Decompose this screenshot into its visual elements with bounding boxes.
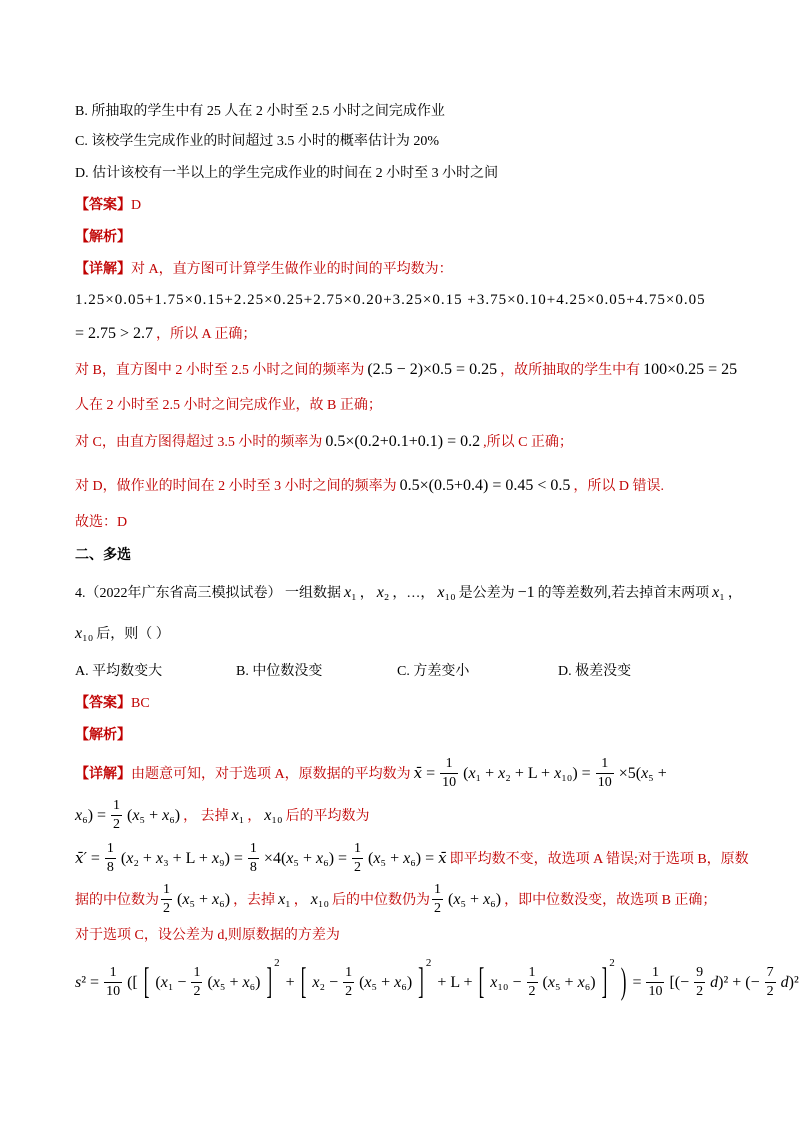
numerator: 9 bbox=[694, 966, 705, 983]
formula: 100×0.25 = 25 bbox=[643, 361, 738, 378]
detail-text: ， 去掉 bbox=[183, 809, 229, 824]
fraction bbox=[432, 883, 443, 916]
formula: (x₁ + x₂ + L + x₁₀) = bbox=[463, 765, 591, 782]
fraction bbox=[596, 757, 614, 790]
formula: x̄ = bbox=[413, 764, 436, 782]
formula: x₁₀ bbox=[75, 625, 94, 642]
detail-label: 【详解】 bbox=[75, 262, 131, 277]
formula: x₆) = bbox=[75, 807, 107, 824]
q4-option-c: C. 方差变小 bbox=[397, 664, 470, 679]
detail-text: 对 D，做作业的时间在 2 小时至 3 小时之间的频率为 bbox=[75, 479, 397, 494]
fraction bbox=[527, 966, 538, 999]
formula: (x₅ + x₆) bbox=[542, 974, 596, 991]
formula: s² = bbox=[75, 974, 100, 991]
numerator: 1 bbox=[432, 883, 443, 900]
prev-option-c: C. 该校学生完成作业的时间超过 3.5 小时的概率估计为 20% bbox=[75, 134, 439, 149]
exponent: 2 bbox=[274, 956, 280, 969]
formula: x₁ bbox=[278, 891, 291, 908]
denominator: 2 bbox=[113, 816, 121, 832]
numerator: 1 bbox=[352, 842, 363, 859]
formula: [(− bbox=[669, 974, 690, 991]
formula: (x₁ − bbox=[155, 974, 187, 991]
formula: + L + bbox=[437, 974, 473, 991]
numerator: 1 bbox=[343, 966, 354, 983]
numerator: 1 bbox=[248, 842, 259, 859]
prev-option-b: B. 所抽取的学生中有 25 人在 2 小时至 2.5 小时之间完成作业 bbox=[75, 104, 445, 119]
stem-text: 后，则（ ） bbox=[96, 627, 170, 642]
formula: x₁₀ − bbox=[490, 974, 522, 991]
q3-mean-calculation: 1.25×0.05+1.75×0.15+2.25×0.25+2.75×0.20+3.25×0.15 +3.75×0.10+4.25×0.05+4.75×0.05 bbox=[75, 292, 706, 308]
formula: (x₅ + x₆) bbox=[207, 974, 261, 991]
fraction bbox=[765, 966, 776, 999]
stem-text: 的等差数列,若去掉首末两项 bbox=[537, 586, 710, 601]
formula: d)² bbox=[780, 974, 799, 991]
detail-text: ， bbox=[293, 893, 308, 908]
section-heading-text: 二、多选 bbox=[75, 548, 131, 563]
fraction bbox=[104, 966, 122, 999]
denominator: 2 bbox=[345, 983, 353, 999]
q4-answer-line bbox=[75, 694, 150, 714]
exponent: 2 bbox=[425, 956, 432, 969]
stem-text: 是公差为 bbox=[458, 586, 515, 601]
denominator: 2 bbox=[696, 983, 704, 999]
denominator: 8 bbox=[106, 859, 114, 875]
denominator: 2 bbox=[354, 859, 362, 875]
fraction bbox=[646, 966, 664, 999]
q4-median-line bbox=[75, 880, 716, 920]
answer-label: 【答案】 bbox=[75, 198, 131, 213]
formula: (x₅ + x₆) = x̄ bbox=[368, 849, 447, 867]
left-bracket: [ bbox=[478, 960, 485, 1002]
q4-option-b: B. 中位数没变 bbox=[236, 664, 323, 679]
formula: + bbox=[285, 974, 295, 991]
denominator: 10 bbox=[648, 983, 663, 999]
formula: d)² + (− bbox=[710, 974, 760, 991]
detail-text: ，所以 A 正确； bbox=[156, 327, 257, 342]
left-bracket: [ bbox=[300, 960, 307, 1002]
denominator: 8 bbox=[249, 859, 257, 875]
formula: ×4(x₅ + x₆) = bbox=[263, 850, 348, 867]
detail-text: ，所以 D 错误. bbox=[573, 479, 664, 494]
formula: (x₂ + x₃ + L + x₉) = bbox=[120, 850, 243, 867]
q4-stem-line-1 bbox=[75, 583, 742, 603]
formula: x₁₀ bbox=[310, 891, 330, 908]
detail-text: 对于选项 C，设公差为 d,则原数据的方差为 bbox=[75, 928, 340, 943]
denominator: 2 bbox=[163, 900, 170, 916]
formula: x₂ bbox=[376, 584, 390, 601]
formula: x₂ − bbox=[312, 974, 339, 991]
detail-text: 后的中位数仍为 bbox=[332, 893, 431, 908]
q3-answer-line bbox=[75, 196, 141, 216]
detail-text: 对 C，由直方图得超过 3.5 小时的频率为 bbox=[75, 435, 323, 450]
stem-text: ， bbox=[359, 586, 374, 601]
q4-mean-line-3 bbox=[75, 838, 749, 878]
numerator: 1 bbox=[646, 966, 664, 983]
denominator: 2 bbox=[193, 983, 201, 999]
denominator: 10 bbox=[106, 983, 121, 999]
q4-stem-line-2 bbox=[75, 624, 170, 644]
detail-text: 人在 2 小时至 2.5 小时之间完成作业，故 B 正确； bbox=[75, 398, 382, 413]
q3-detail-b-line-1 bbox=[75, 360, 740, 380]
q3-detail-c-line bbox=[75, 432, 573, 452]
exponent: 2 bbox=[609, 956, 615, 969]
q3-detail-a-intro bbox=[75, 260, 453, 280]
detail-text: ，故所抽取的学生中有 bbox=[500, 363, 641, 378]
numerator: 1 bbox=[105, 842, 116, 859]
numerator: 1 bbox=[111, 799, 122, 816]
stem-text: ， bbox=[727, 586, 742, 601]
denominator: 2 bbox=[766, 983, 774, 999]
formula: (2.5 − 2)×0.5 = 0.25 bbox=[367, 361, 498, 378]
fraction bbox=[352, 842, 363, 875]
formula: ([ bbox=[127, 974, 138, 991]
fraction bbox=[191, 966, 202, 999]
q4-analysis-line bbox=[75, 726, 131, 746]
formula: 0.5×(0.2+0.1+0.1) = 0.2 bbox=[325, 433, 481, 450]
formula: (x₅ + x₆) bbox=[448, 891, 502, 908]
choice-text: 故选：D bbox=[75, 515, 128, 530]
analysis-label: 【解析】 bbox=[75, 728, 131, 743]
numerator: 1 bbox=[104, 966, 122, 983]
answer-value: BC bbox=[131, 696, 150, 711]
detail-text: ，即中位数没变，故选项 B 正确； bbox=[504, 893, 717, 908]
fraction bbox=[248, 842, 259, 875]
q4-option-a: A. 平均数变大 bbox=[75, 664, 163, 679]
denominator: 10 bbox=[597, 774, 612, 790]
formula: x₁ bbox=[231, 807, 245, 824]
formula: x₁ bbox=[344, 584, 357, 601]
formula: x̄′ = bbox=[75, 849, 100, 867]
detail-text: 据的中位数为 bbox=[75, 893, 159, 908]
formula: (x₅ + x₆) bbox=[177, 891, 231, 908]
detail-text: 后的平均数为 bbox=[285, 809, 370, 824]
detail-text: 由题意可知，对于选项 A，原数据的平均数为 bbox=[131, 767, 411, 782]
numerator: 1 bbox=[596, 757, 614, 774]
denominator: 2 bbox=[434, 900, 442, 916]
stem-text: 4.（2022年广东省高三模拟试卷） 一组数据 bbox=[75, 586, 341, 601]
answer-label: 【答案】 bbox=[75, 696, 131, 711]
section-heading bbox=[75, 546, 131, 566]
formula: 0.5×(0.5+0.4) = 0.45 < 0.5 bbox=[399, 477, 571, 494]
fraction bbox=[161, 883, 172, 916]
detail-text: ，去掉 bbox=[233, 893, 276, 908]
right-bracket: ] bbox=[266, 960, 273, 1002]
fraction bbox=[694, 966, 705, 999]
fraction bbox=[440, 757, 458, 790]
formula: ×5(x₅ + bbox=[618, 765, 667, 782]
q4-mean-line-2 bbox=[75, 796, 370, 836]
analysis-label: 【解析】 bbox=[75, 230, 131, 245]
q4-variance-intro bbox=[75, 926, 340, 946]
q3-detail-b-line-2 bbox=[75, 396, 382, 416]
q3-detail-d-line bbox=[75, 476, 664, 496]
q3-choice-line bbox=[75, 513, 127, 533]
detail-text: 即平均数不变，故选项 A 错误;对于选项 B，原数 bbox=[449, 852, 749, 867]
formula: (x₅ + x₆) bbox=[359, 974, 413, 991]
right-bracket: ] bbox=[601, 960, 608, 1002]
fraction bbox=[343, 966, 354, 999]
q4-option-d: D. 极差没变 bbox=[558, 664, 632, 679]
detail-text: 对 A，直方图可计算学生做作业的时间的平均数为： bbox=[131, 262, 453, 277]
prev-option-d: D. 估计该校有一半以上的学生完成作业的时间在 2 小时至 3 小时之间 bbox=[75, 166, 499, 181]
denominator: 2 bbox=[528, 983, 536, 999]
q3-analysis-line bbox=[75, 228, 131, 248]
numerator: 1 bbox=[191, 966, 202, 983]
detail-text: ， bbox=[247, 809, 262, 824]
q4-mean-line-1 bbox=[75, 753, 670, 793]
stem-text: ，…， bbox=[392, 586, 435, 601]
denominator: 10 bbox=[442, 774, 457, 790]
formula: (x₅ + x₆) bbox=[127, 807, 181, 824]
q4-variance-formula bbox=[75, 953, 802, 1013]
right-paren: ) bbox=[620, 960, 627, 1002]
numerator: 7 bbox=[765, 966, 776, 983]
right-bracket: ] bbox=[418, 960, 424, 1002]
detail-text: ,所以 C 正确； bbox=[483, 435, 573, 450]
fraction bbox=[111, 799, 122, 832]
numerator: 1 bbox=[161, 883, 172, 900]
formula: = bbox=[632, 974, 642, 991]
numerator: 1 bbox=[527, 966, 538, 983]
formula: x₁ bbox=[712, 584, 725, 601]
formula: x₁₀ bbox=[437, 584, 456, 601]
answer-value: D bbox=[131, 198, 142, 213]
detail-text: 对 B，直方图中 2 小时至 2.5 小时之间的频率为 bbox=[75, 363, 365, 378]
left-bracket: [ bbox=[143, 960, 150, 1002]
numerator: 1 bbox=[440, 757, 458, 774]
q3-mean-result-line bbox=[75, 324, 256, 344]
formula: x₁₀ bbox=[264, 807, 283, 824]
formula: = 2.75 > 2.7 bbox=[75, 325, 154, 342]
fraction bbox=[105, 842, 116, 875]
detail-label: 【详解】 bbox=[75, 767, 131, 782]
formula: −1 bbox=[517, 584, 535, 601]
